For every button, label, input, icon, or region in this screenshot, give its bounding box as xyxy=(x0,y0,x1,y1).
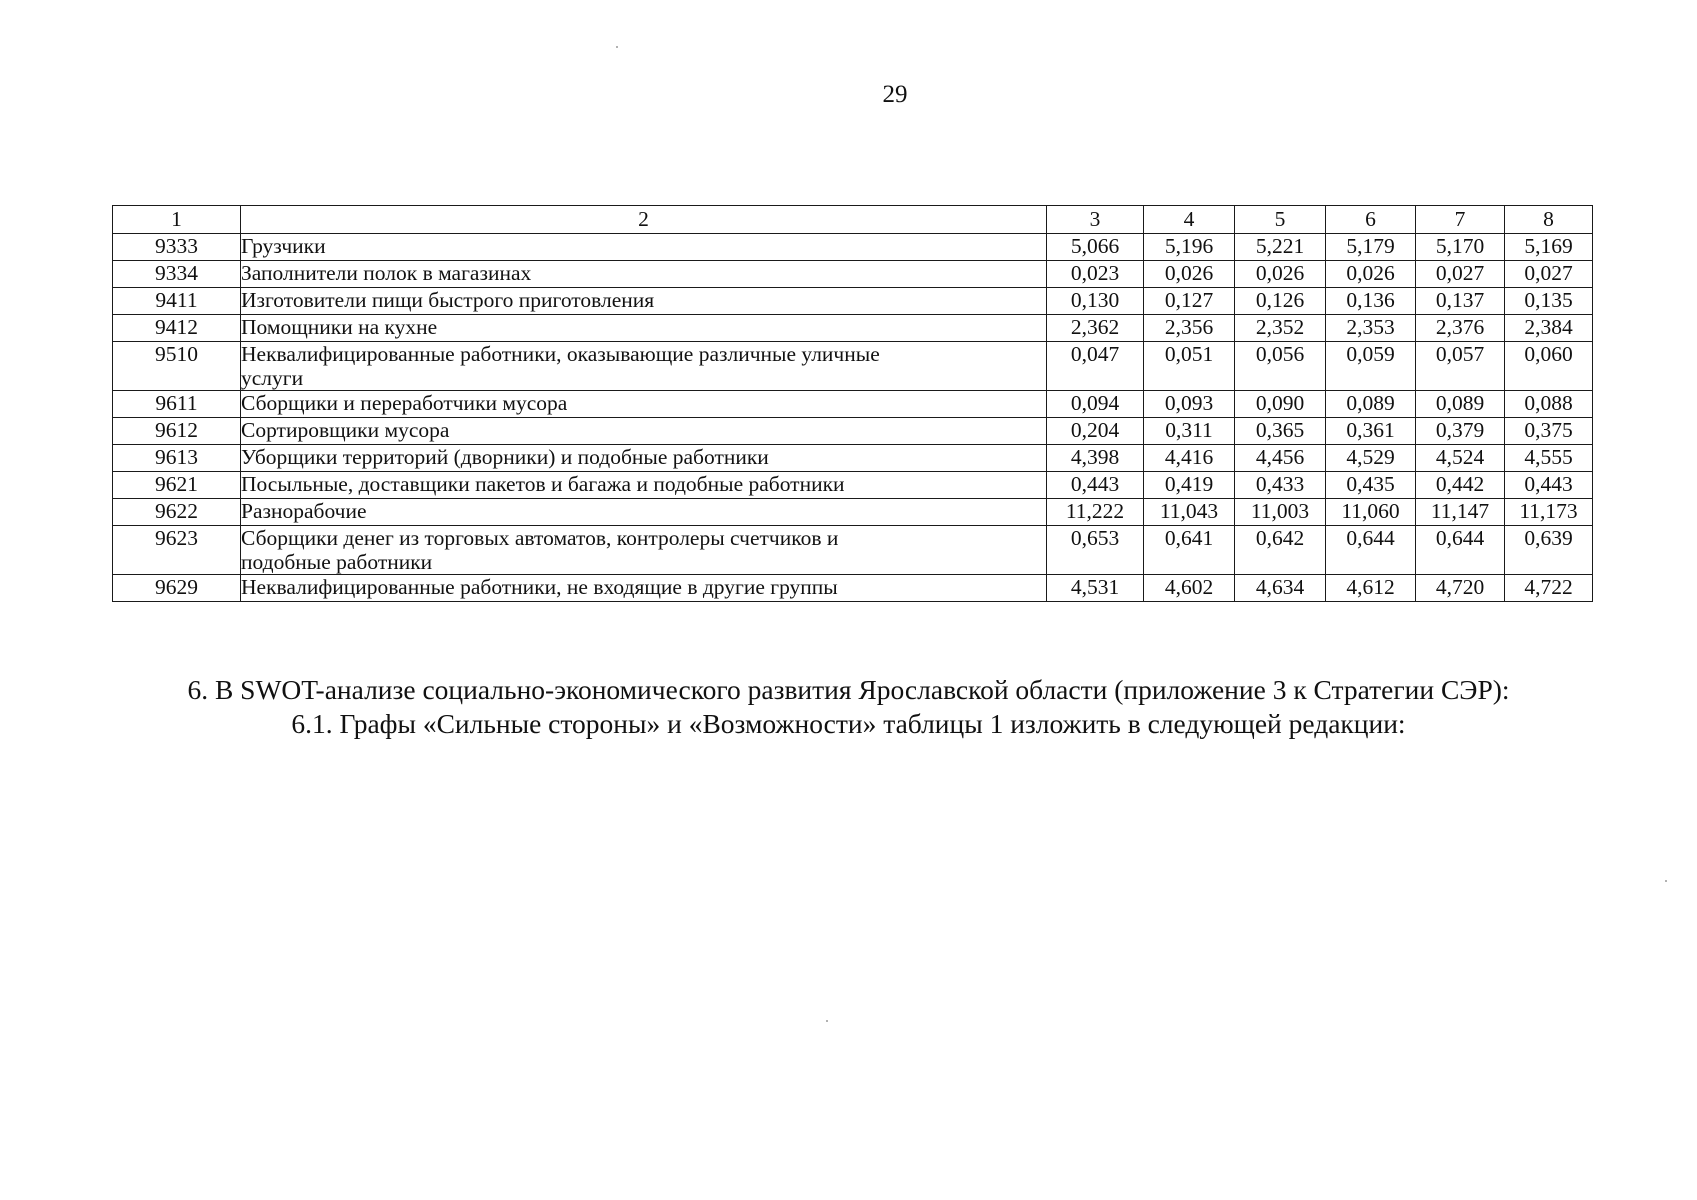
value-cell: 2,376 xyxy=(1416,315,1505,342)
value-cell: 0,137 xyxy=(1416,288,1505,315)
table-row xyxy=(113,234,1593,261)
scan-speck xyxy=(1665,880,1667,882)
occupation-name-line: подобные работники xyxy=(241,550,433,574)
scan-speck xyxy=(616,46,618,48)
value-cell: 4,529 xyxy=(1326,445,1416,472)
paragraph-swot: 6. В SWOT-анализе социально-экономического развития Ярославской области (приложение 3 к Стратегии СЭР): xyxy=(187,674,1510,705)
table-row xyxy=(113,342,1593,391)
occupation-code-cell: 9334 xyxy=(113,261,241,288)
value-cell: 0,047 xyxy=(1047,342,1144,391)
value-cell: 4,602 xyxy=(1144,575,1235,602)
occupation-name-line: Заполнители полок в магазинах xyxy=(241,261,532,285)
table-row xyxy=(113,472,1593,499)
value-cell: 0,051 xyxy=(1144,342,1235,391)
occupation-name-line: Сортировщики мусора xyxy=(241,418,450,442)
value-cell: 4,612 xyxy=(1326,575,1416,602)
value-cell: 0,060 xyxy=(1505,342,1593,391)
table-row xyxy=(113,526,1593,575)
value-cell: 0,088 xyxy=(1505,391,1593,418)
occupation-name-cell xyxy=(241,261,1047,288)
header-cell: 3 xyxy=(1047,206,1144,234)
table-row xyxy=(113,499,1593,526)
value-cell: 11,147 xyxy=(1416,499,1505,526)
occupation-code-cell: 9412 xyxy=(113,315,241,342)
value-cell: 0,311 xyxy=(1144,418,1235,445)
value-cell: 0,130 xyxy=(1047,288,1144,315)
occupation-name-cell xyxy=(241,418,1047,445)
occupation-name-cell xyxy=(241,575,1047,602)
value-cell: 5,221 xyxy=(1235,234,1326,261)
occupation-name-cell xyxy=(241,391,1047,418)
value-cell: 2,384 xyxy=(1505,315,1593,342)
value-cell: 0,644 xyxy=(1326,526,1416,575)
header-cell: 1 xyxy=(113,206,241,234)
occupation-name-line: Неквалифицированные работники, оказывающие различные уличные xyxy=(241,342,880,366)
occupation-name-line: услуги xyxy=(241,366,304,390)
occupation-name-line: Помощники на кухне xyxy=(241,315,438,339)
value-cell: 4,634 xyxy=(1235,575,1326,602)
header-cell: 8 xyxy=(1505,206,1593,234)
value-cell: 11,043 xyxy=(1144,499,1235,526)
occupation-name-line: Посыльные, доставщики пакетов и багажа и подобные работники xyxy=(241,472,845,496)
occupation-code-cell: 9411 xyxy=(113,288,241,315)
value-cell: 0,419 xyxy=(1144,472,1235,499)
occupation-code-cell: 9629 xyxy=(113,575,241,602)
value-cell: 5,179 xyxy=(1326,234,1416,261)
value-cell: 0,023 xyxy=(1047,261,1144,288)
value-cell: 4,720 xyxy=(1416,575,1505,602)
value-cell: 0,026 xyxy=(1235,261,1326,288)
value-cell: 0,127 xyxy=(1144,288,1235,315)
occupation-code-cell: 9611 xyxy=(113,391,241,418)
occupation-code-cell: 9510 xyxy=(113,342,241,391)
header-cell: 7 xyxy=(1416,206,1505,234)
value-cell: 5,196 xyxy=(1144,234,1235,261)
value-cell: 2,362 xyxy=(1047,315,1144,342)
value-cell: 0,642 xyxy=(1235,526,1326,575)
occupation-name-cell xyxy=(241,288,1047,315)
page-number: 29 xyxy=(882,81,908,108)
scan-speck xyxy=(826,1020,828,1022)
value-cell: 0,027 xyxy=(1505,261,1593,288)
occupation-name-cell xyxy=(241,526,1047,575)
occupation-code-cell: 9623 xyxy=(113,526,241,575)
occupation-name-line: Грузчики xyxy=(241,234,326,258)
table-body xyxy=(113,206,1593,602)
value-cell: 4,524 xyxy=(1416,445,1505,472)
value-cell: 4,456 xyxy=(1235,445,1326,472)
occupation-name-line: Разнорабочие xyxy=(241,499,367,523)
occupation-code-cell: 9613 xyxy=(113,445,241,472)
occupation-name-line: Изготовители пищи быстрого приготовления xyxy=(241,288,655,312)
value-cell: 0,639 xyxy=(1505,526,1593,575)
occupation-name-line: Уборщики территорий (дворники) и подобные работники xyxy=(241,445,769,469)
value-cell: 0,026 xyxy=(1144,261,1235,288)
value-cell: 0,059 xyxy=(1326,342,1416,391)
value-cell: 4,555 xyxy=(1505,445,1593,472)
value-cell: 0,644 xyxy=(1416,526,1505,575)
occupation-name-line: Сборщики и переработчики мусора xyxy=(241,391,568,415)
value-cell: 0,126 xyxy=(1235,288,1326,315)
value-cell: 0,093 xyxy=(1144,391,1235,418)
table-header-row xyxy=(113,206,1593,234)
occupation-code-cell: 9622 xyxy=(113,499,241,526)
paragraph-swot-columns: 6.1. Графы «Сильные стороны» и «Возможности» таблицы 1 изложить в следующей редакции: xyxy=(291,708,1406,739)
table-row xyxy=(113,575,1593,602)
value-cell: 0,361 xyxy=(1326,418,1416,445)
value-cell: 0,433 xyxy=(1235,472,1326,499)
value-cell: 4,531 xyxy=(1047,575,1144,602)
table-row xyxy=(113,261,1593,288)
value-cell: 0,375 xyxy=(1505,418,1593,445)
occupation-code-cell: 9612 xyxy=(113,418,241,445)
value-cell: 0,135 xyxy=(1505,288,1593,315)
value-cell: 5,170 xyxy=(1416,234,1505,261)
occupation-name-cell xyxy=(241,315,1047,342)
value-cell: 0,653 xyxy=(1047,526,1144,575)
value-cell: 0,365 xyxy=(1235,418,1326,445)
value-cell: 0,089 xyxy=(1326,391,1416,418)
value-cell: 11,003 xyxy=(1235,499,1326,526)
value-cell: 0,027 xyxy=(1416,261,1505,288)
occupation-name-line: Сборщики денег из торговых автоматов, контролеры счетчиков и xyxy=(241,526,839,550)
value-cell: 2,356 xyxy=(1144,315,1235,342)
occupation-name-line: Неквалифицированные работники, не входящие в другие группы xyxy=(241,575,838,599)
value-cell: 4,722 xyxy=(1505,575,1593,602)
value-cell: 11,222 xyxy=(1047,499,1144,526)
value-cell: 0,056 xyxy=(1235,342,1326,391)
table-row xyxy=(113,288,1593,315)
value-cell: 0,443 xyxy=(1505,472,1593,499)
occupation-name-cell xyxy=(241,499,1047,526)
value-cell: 0,026 xyxy=(1326,261,1416,288)
occupation-code-cell: 9621 xyxy=(113,472,241,499)
value-cell: 0,094 xyxy=(1047,391,1144,418)
value-cell: 2,352 xyxy=(1235,315,1326,342)
value-cell: 11,060 xyxy=(1326,499,1416,526)
value-cell: 2,353 xyxy=(1326,315,1416,342)
value-cell: 0,641 xyxy=(1144,526,1235,575)
value-cell: 5,066 xyxy=(1047,234,1144,261)
value-cell: 0,204 xyxy=(1047,418,1144,445)
value-cell: 0,379 xyxy=(1416,418,1505,445)
occupation-name-cell xyxy=(241,472,1047,499)
occupation-code-cell: 9333 xyxy=(113,234,241,261)
header-cell: 4 xyxy=(1144,206,1235,234)
value-cell: 5,169 xyxy=(1505,234,1593,261)
value-cell: 0,442 xyxy=(1416,472,1505,499)
value-cell: 0,090 xyxy=(1235,391,1326,418)
value-cell: 4,416 xyxy=(1144,445,1235,472)
table-row xyxy=(113,445,1593,472)
table-row xyxy=(113,391,1593,418)
occupation-name-cell xyxy=(241,234,1047,261)
table-row xyxy=(113,418,1593,445)
value-cell: 0,089 xyxy=(1416,391,1505,418)
occupation-table xyxy=(112,205,1593,602)
value-cell: 0,435 xyxy=(1326,472,1416,499)
occupation-name-cell xyxy=(241,342,1047,391)
header-cell: 6 xyxy=(1326,206,1416,234)
header-cell: 5 xyxy=(1235,206,1326,234)
value-cell: 0,136 xyxy=(1326,288,1416,315)
value-cell: 0,443 xyxy=(1047,472,1144,499)
value-cell: 0,057 xyxy=(1416,342,1505,391)
occupation-name-cell xyxy=(241,445,1047,472)
value-cell: 4,398 xyxy=(1047,445,1144,472)
header-cell: 2 xyxy=(241,206,1047,234)
table-row xyxy=(113,315,1593,342)
value-cell: 11,173 xyxy=(1505,499,1593,526)
